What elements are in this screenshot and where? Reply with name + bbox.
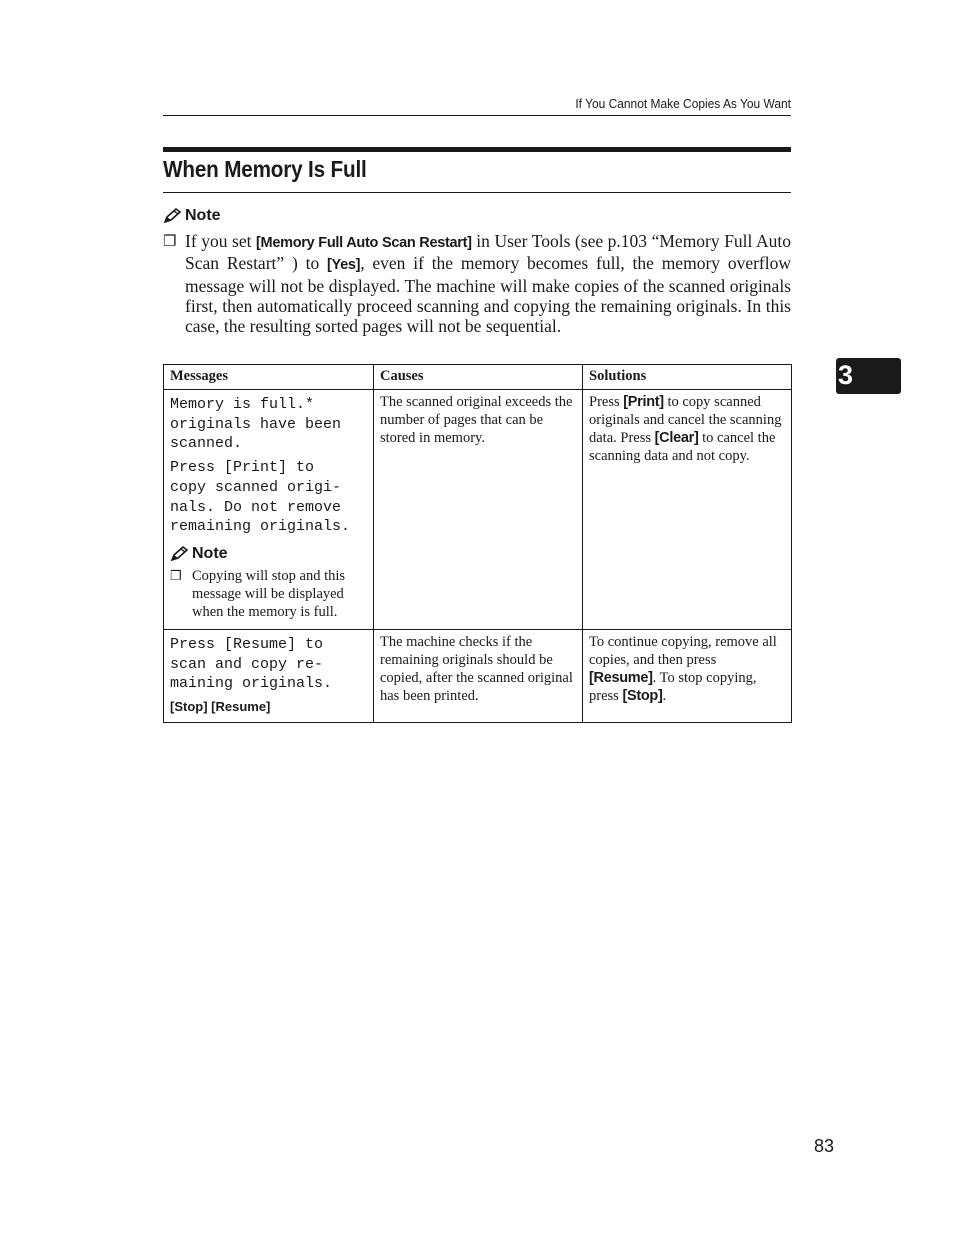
solution-cell: Press [Print] to copy scanned originals and cancel the scanning data. Press [Clear] to cancel the scanning data and not copy. bbox=[583, 390, 792, 630]
note-text: If you set [Memory Full Auto Scan Restart] in User Tools (see p.103 “Memory Full Auto Scan Restart” ) to [Yes], even if the memory becomes full, the memory overflow message will not be displayed. The machine will make copies of the scanned originals first, then automatically proceed scanning and copying the remaining originals. In this case, the resulting sorted pages will not be sequential. bbox=[185, 231, 791, 337]
key-clear: [Clear] bbox=[654, 430, 699, 446]
table-row bbox=[164, 390, 792, 630]
key-stop: [Stop] bbox=[622, 688, 663, 704]
cause-cell: The machine checks if the remaining originals should be copied, after the scanned original has been printed. bbox=[374, 630, 583, 723]
column-header-messages: Messages bbox=[164, 365, 374, 390]
message-cell bbox=[164, 390, 374, 630]
section-title: When Memory Is Full bbox=[163, 156, 367, 182]
message-text: Press [Print] to copy scanned origi- nals. Do not remove remaining originals. bbox=[170, 459, 351, 536]
note-heading bbox=[163, 207, 221, 225]
key-memory-full-auto-scan-restart: [Memory Full Auto Scan Restart] bbox=[256, 235, 472, 251]
message-cell bbox=[164, 630, 374, 723]
note-label: Note bbox=[185, 207, 221, 224]
key-print: [Print] bbox=[623, 394, 664, 410]
table-header-row bbox=[164, 365, 792, 390]
cause-cell: The scanned original exceeds the number of pages that can be stored in memory. bbox=[374, 390, 583, 630]
header-rule bbox=[163, 115, 791, 116]
running-header: If You Cannot Make Copies As You Want bbox=[575, 96, 791, 111]
column-header-solutions: Solutions bbox=[583, 365, 792, 390]
pencil-icon bbox=[170, 546, 189, 562]
checkbox-icon: ❒ bbox=[163, 234, 177, 250]
page-number: 83 bbox=[813, 1136, 834, 1156]
note-text: Copying will stop and this message will be displayed when the memory is full. bbox=[192, 567, 346, 620]
solution-cell: To continue copying, remove all copies, and then press [Resume]. To stop copying, press [Stop]. bbox=[583, 630, 792, 723]
key-resume: [Resume] bbox=[589, 670, 653, 686]
note-label: Note bbox=[192, 544, 228, 562]
checkbox-icon: ❒ bbox=[170, 567, 182, 583]
key-yes: [Yes] bbox=[327, 257, 361, 274]
title-rule bbox=[163, 192, 791, 193]
message-keys: [Stop] [Resume] bbox=[170, 699, 271, 715]
message-text: Press [Resume] to scan and copy re- maining originals. bbox=[170, 636, 333, 693]
chapter-tab: 3 bbox=[836, 358, 901, 394]
title-bar bbox=[163, 147, 791, 152]
messages-table bbox=[163, 364, 792, 723]
cell-note bbox=[170, 545, 367, 621]
column-header-causes: Causes bbox=[374, 365, 583, 390]
message-text: Memory is full.* originals have been scanned. bbox=[170, 396, 342, 453]
pencil-icon bbox=[163, 208, 182, 224]
table-row bbox=[164, 630, 792, 723]
note-item bbox=[163, 231, 791, 336]
